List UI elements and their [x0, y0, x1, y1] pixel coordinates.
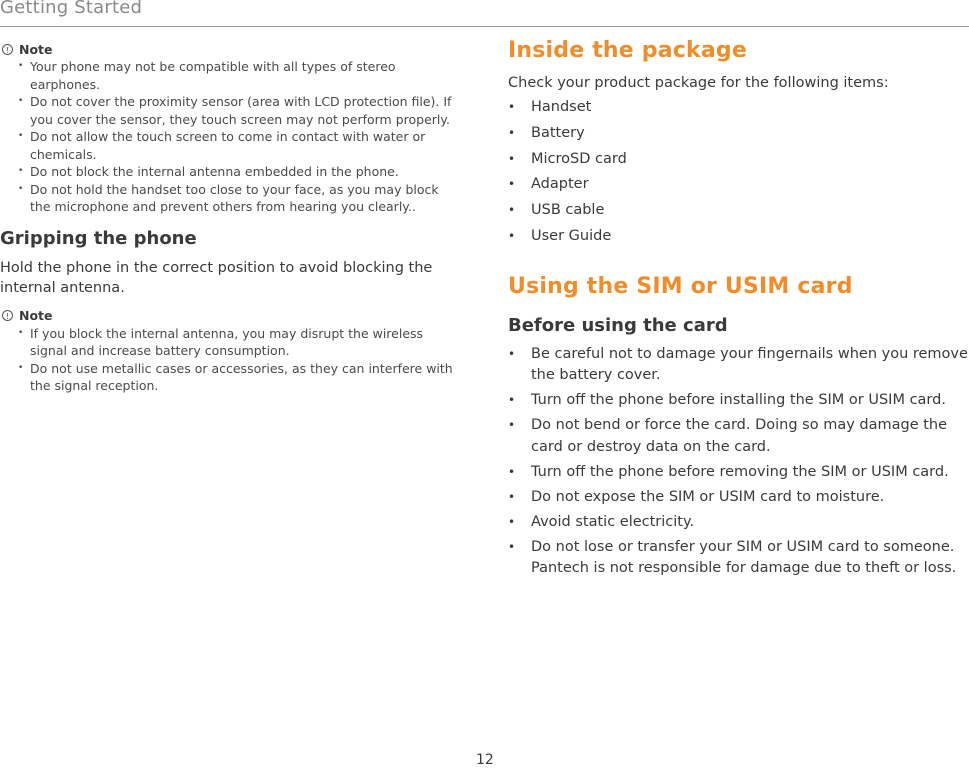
gripping-heading: Gripping the phone	[0, 227, 197, 249]
page-header	[0, 0, 969, 27]
section-title: Getting Started	[0, 0, 143, 18]
sim-subheading: Before using the card	[508, 314, 728, 336]
package-item: • MicroSD card	[508, 147, 968, 173]
note-item: • Do not use metallic cases or accessories, as they can interfere with the signal reception.	[0, 360, 462, 395]
note-item: • If you block the internal antenna, you may disrupt the wireless signal and increase battery consumption.	[0, 325, 462, 360]
note-header	[0, 307, 462, 325]
info-circle-icon: !	[2, 44, 13, 55]
note-list	[0, 325, 462, 395]
package-list	[508, 95, 968, 250]
sim-item: • Turn off the phone before removing the SIM or USIM card.	[508, 462, 968, 484]
note-item: • Do not block the internal antenna embedded in the phone.	[0, 163, 462, 181]
sim-item: • Do not bend or force the card. Doing so may damage the card or destroy data on the card.	[508, 415, 968, 458]
sim-item: • Do not expose the SIM or USIM card to moisture.	[508, 487, 968, 509]
left-column	[0, 40, 462, 395]
package-item: • Battery	[508, 121, 968, 147]
sim-list	[508, 344, 968, 580]
sim-heading: Using the SIM or USIM card	[508, 273, 853, 299]
page-number: 12	[476, 752, 494, 768]
note-list	[0, 58, 462, 216]
note-item: • Do not allow the touch screen to come in contact with water or chemicals.	[0, 128, 462, 163]
gripping-body: Hold the phone in the correct position to avoid blocking the internal antenna.	[0, 259, 433, 296]
package-item: • USB cable	[508, 198, 968, 224]
package-heading: Inside the package	[508, 38, 747, 63]
note-item: • Do not cover the proximity sensor (area with LCD protection file). If you cover the sensor, they touch screen may not perform properly.	[0, 93, 462, 128]
package-item: • Adapter	[508, 172, 968, 198]
note-label: Note	[19, 308, 53, 323]
note-item: • Do not hold the handset too close to your face, as you may block the microphone and prevent others from hearing you clearly..	[0, 181, 462, 216]
right-column	[508, 38, 968, 583]
package-item: • User Guide	[508, 224, 968, 250]
sim-item: • Do not lose or transfer your SIM or USIM card to someone. Pantech is not responsible for damage due to theft or loss.	[508, 537, 968, 580]
package-intro: Check your product package for the following items:	[508, 75, 889, 91]
sim-item: • Avoid static electricity.	[508, 512, 968, 534]
note-header	[0, 40, 462, 58]
package-item: • Handset	[508, 95, 968, 121]
note-block	[0, 40, 462, 216]
note-label: Note	[19, 41, 53, 57]
sim-item: • Turn off the phone before installing the SIM or USIM card.	[508, 390, 968, 412]
note-block	[0, 307, 462, 395]
note-item: • Your phone may not be compatible with all types of stereo earphones.	[0, 58, 462, 93]
info-circle-icon: !	[2, 310, 13, 321]
sim-item: • Be careful not to damage your fingernails when you remove the battery cover.	[508, 344, 968, 387]
